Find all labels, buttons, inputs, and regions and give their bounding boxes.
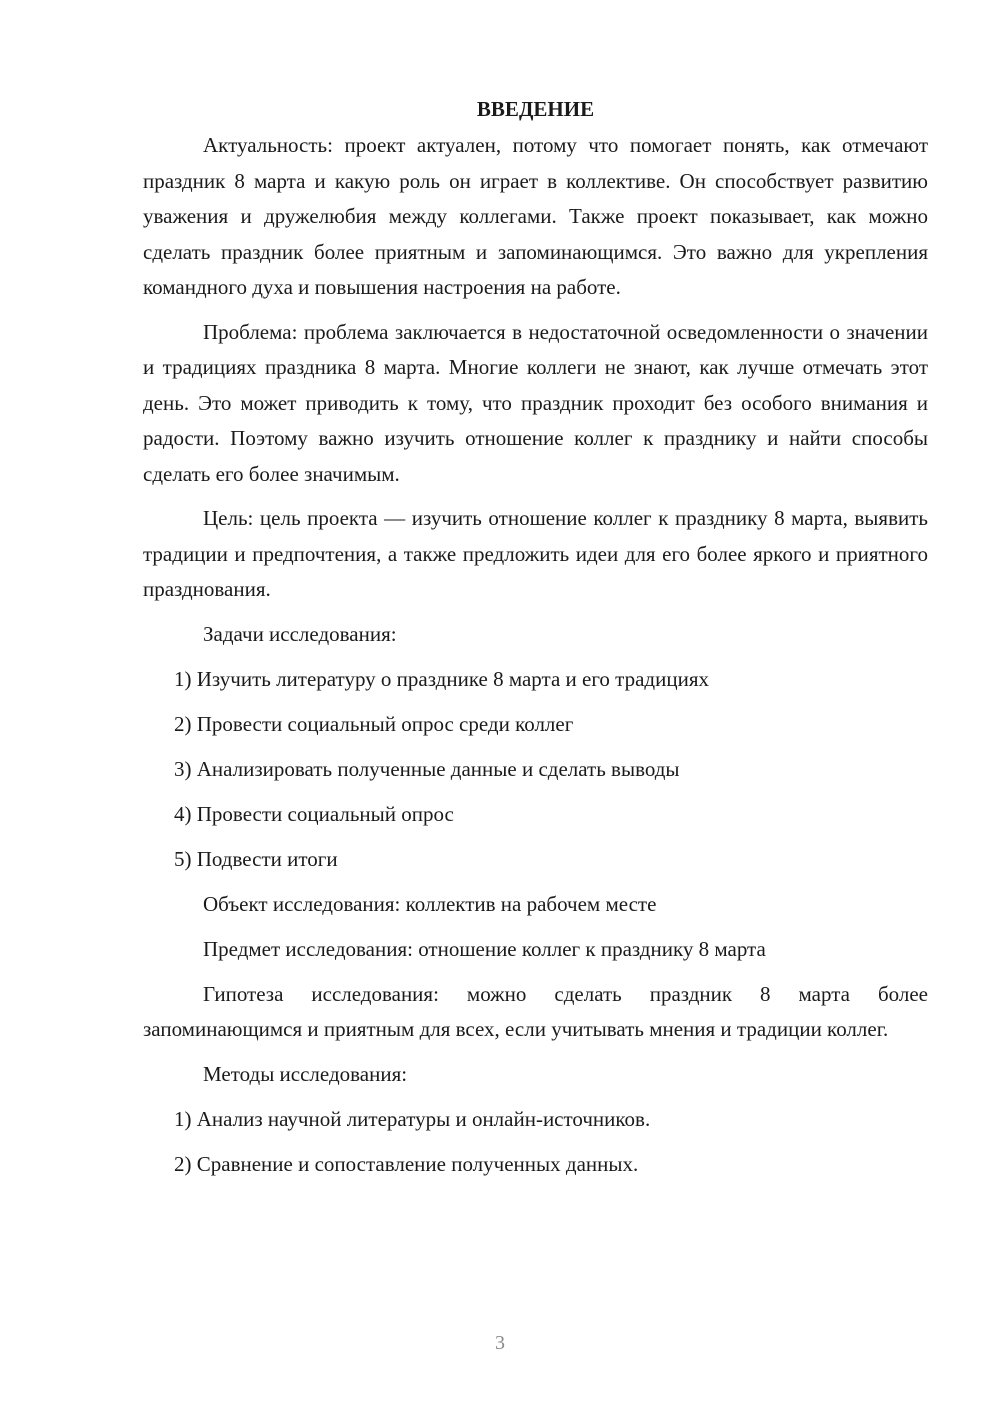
goal-paragraph: Цель: цель проекта — изучить отношение коллег к празднику 8 марта, выявить традиции и предпочтения, а также предложить идеи для его более яркого и приятного празднования. [143, 506, 928, 601]
tasks-list [143, 662, 928, 878]
methods-label: Методы исследования: [203, 1061, 408, 1086]
page-number: 3 [495, 1332, 505, 1354]
list-item: 1) Изучить литературу о празднике 8 марта и его традициях [174, 666, 709, 691]
list-item: 1) Анализ научной литературы и онлайн-источников. [174, 1106, 651, 1131]
list-item: 3) Анализировать полученные данные и сделать выводы [174, 756, 680, 781]
tasks-label: Задачи исследования: [203, 621, 397, 646]
methods-list [143, 1102, 928, 1183]
list-item: 4) Провести социальный опрос [174, 801, 454, 826]
relevance-paragraph: Актуальность: проект актуален, потому что помогает понять, как отмечают праздник 8 марта и какую роль он играет в коллективе. Он способствует развитию уважения и дружелюбия между коллегами. Также проект показывает, как можно сделать праздник более приятным и запоминающимся. Это важно для укрепления командного духа и повышения настроения на работе. [143, 133, 928, 299]
research-object: Объект исследования: коллектив на рабочем месте [203, 891, 657, 916]
research-subject: Предмет исследования: отношение коллег к празднику 8 марта [203, 936, 766, 961]
document-body [143, 92, 928, 1192]
list-item: 2) Сравнение и сопоставление полученных данных. [174, 1151, 639, 1176]
list-item: 2) Провести социальный опрос среди коллег [174, 711, 574, 736]
problem-paragraph: Проблема: проблема заключается в недостаточной осведомленности о значении и традициях праздника 8 марта. Многие коллеги не знают, как лучше отмечать этот день. Это может приводить к тому, что праздник проходит без особого внимания и радости. Поэтому важно изучить отношение коллег к празднику и найти способы сделать его более значимым. [143, 319, 928, 486]
hypothesis-paragraph: Гипотеза исследования: можно сделать праздник 8 марта более запоминающимся и приятным для всех, если учитывать мнения и традиции коллег. [143, 981, 928, 1041]
list-item: 5) Подвести итоги [174, 846, 338, 871]
page-title: ВВЕДЕНИЕ [476, 97, 595, 121]
